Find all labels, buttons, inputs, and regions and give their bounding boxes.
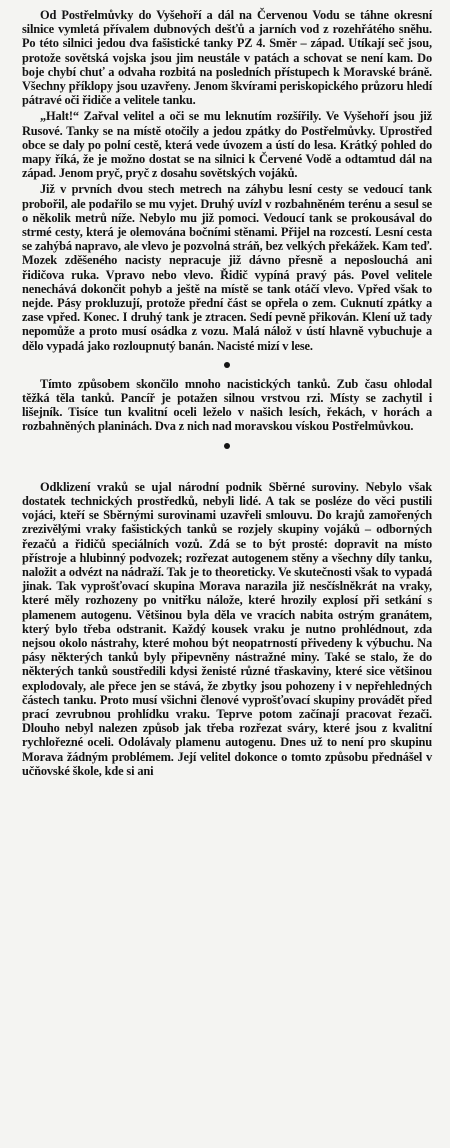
paragraph-4: Tímto způsobem skončilo mnoho nacistických tanků. Zub času ohlodal těžká těla tanků. Pancíř je potažen silnou vrstvou rzi. Místy se zachytil i lišejník. Tisíce tun kvalitní oceli leželo v našich lesích, řekách, v horách a rozbahněných planinách. Dva z nich nad moravskou vískou Postřelmůvkou. <box>22 376 432 434</box>
bullet-separator-icon <box>224 443 230 449</box>
paragraph-5: Odklizení vraků se ujal národní podnik Sběrné suroviny. Nebylo však dostatek technických prostředků, nebyli lidé. A tak se posléze do věci pustili vojáci, kteří se Sběrnými surovinami uzavřeli smlouvu. Do krajů zamořených zrezivělými vraky fašistických tanků se rozjely skupiny vojáků – odborných řezačů a řidičů speciálních vozů. Zdá se to být prosté: dopravit na místo přístroje a hlubinný podvozek; rozřezat autogenem stěny a všechny díly tanku, naložit a odvézt na nádraží. Tak je to theoreticky. Ve skutečnosti však to vypadá jinak. Tak vyprošťovací skupina Morava narazila již nesčíslněkrát na vraky, které měly rozhozeny po vnitřku nálože, které hrozily explosí při setkání s plamenem autogenu. Většinou byla děla ve vracích nabita ostrým granátem, který bylo třeba odstranit. Každý kousek vraku je nutno prohlédnout, zda nejsou okolo nástrahy, které mohou být neopatrností přivedeny k výbuchu. Na pásy některých tanků byly připevněny nástražné miny. Také se stalo, že do některých tanků soustředili kdysi ženisté různé třaskaviny, které sice většinou explodovaly, ale přece jen se stává, že zbytky jsou pohozeny i v nepřehledných částech tanku. Proto musí všichni členové vyprošťovací skupiny provádět před prací zevrubnou prohlídku vraku. Teprve potom začínají pracovat řezači. Dlouho nebyl nalezen způsob jak třeba rozřezat sváry, které jsou z kvalitní rychlořezné oceli. Odolávaly plamenu autogenu. Dnes už to není pro skupinu Morava žádným problémem. Její velitel dokonce o tomto způsobu přednášel v učňovské škole, kde si ani <box>22 479 432 778</box>
paragraph-1: Od Postřelmůvky do Vyšehoří a dál na Červenou Vodu se táhne okresní silnice vymletá přívalem dubnových dešťů a jarních vod z rozehřátého sněhu. Po této silnici jedou dva fašistické tanky PZ 4. Směr – západ. Utíkají seč jsou, protože sovětská vojska jsou jim neustále v patách a schovat se není kam. Do boje chybí chuť a odvaha rozbitá na posledních přístupech k Moravské bráně. Všechny příklopy jsou uzavřeny. Jenom škvírami periskopického průzoru hledí pátravé oči řidiče a velitele tanku. <box>22 8 432 108</box>
paragraph-3: Již v prvních dvou stech metrech na záhybu lesní cesty se vedoucí tank probořil, ale podařilo se mu vyjet. Druhý uvízl v rozbahněném terénu a sesul se o několik metrů níže. Nebylo mu již pomoci. Vedoucí tank se prokousával do strmé cesty, která je olemována bočními stěnami. Přijel na rozcestí. Lesní cesta se zahýbá napravo, ale vlevo je pozvolná stráň, bez velkých překážek. Kam teď. Mozek zděšeného nacisty nepracuje již dávno přesně a neposlouchá ani řidičova ruka. Vpravo nebo vlevo. Řidič vypíná pravý pás. Povel velitele nenechává dokončit pohyb a ještě na místě se tank otáčí vlevo. Vpřed však to nejde. Pásy prokluzují, protože přední část se opřela o zem. Cuknutí zpátky a zase vpřed. Konec. I druhý tank je ztracen. Sedí pevně přikován. Klení už tady nepomůže a proto musí osádka z vozu. Malá nálož v ústí hlavně vybuchuje a dělo vypadá jako rozloupnutý banán. Nacisté mizí v lese. <box>22 182 432 353</box>
section-gap <box>22 458 432 480</box>
bullet-separator-icon <box>224 362 230 368</box>
paragraph-2: „Halt!“ Zařval velitel a oči se mu leknutím rozšířily. Ve Vyšehoří jsou již Rusové. Tanky se na místě otočily a jedou zpátky do Postřelmůvky. Uprostřed obce se daly po polní cestě, která vede úvozem a ústí do lesa. Krátký pohled do mapy říká, že je možno dostat se na silnici k Červené Vodě a odtamtud dál na západ. Jenom pryč, pryč z dosahu sovětských vojáků. <box>22 109 432 181</box>
section-separator <box>22 353 432 377</box>
section-separator <box>22 434 432 458</box>
